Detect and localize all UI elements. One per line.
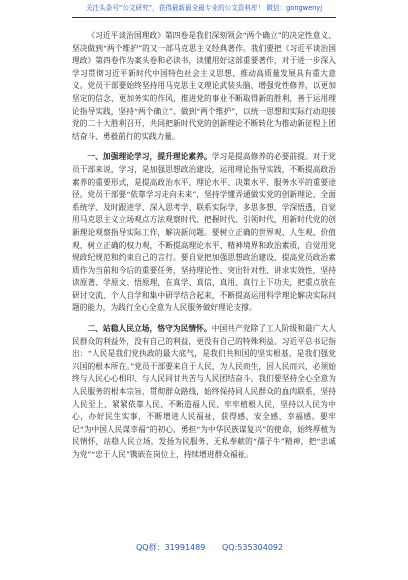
qq-group-number: QQ群：31991489 — [136, 543, 206, 552]
section-2-paragraph — [72, 323, 336, 462]
header-divider — [72, 17, 336, 18]
intro-paragraph: 《习近平谈治国理政》第四卷是我们深刻领会“两个确立”的决定性意义、坚决做到“两个维护”的又一部马克思主义经典著作。我们要把《习近平谈治国理政》第四卷作为案头卷和必读书，读懂用好这部重要著作，对于进一步深入学习贯彻习近平新时代中国特色社会主义思想、推动高质量发展具有重大意义。党员干部要始终坚持用马克思主义理论武装头脑、增强党性修养，以更加坚定的信念、更加务实的作风，推进党的事业不断取得新的胜利，善于运用理论指导实践，坚持“两个确立”、做到“两个维护”，以统一思想和实际行动迎接党的二十大胜利召开，共同把新时代党的创新理论不断转化为推动新征程上团结奋斗、勇毅前行的实践力量。 — [72, 31, 336, 141]
page-header: 关注头条号“公文研究”，获得最新最全最专业的公文资料库！ 微信：gongwenyj — [85, 4, 323, 12]
section-2-text: 中国共产党除了工人阶级和最广大人民群众的利益外，没有自己的利益，更没有自己的特殊利益。习近平总书记指出：“人民是我们党执政的最大底气，是我们共和国的坚实根基，是我们强党兴国的根本所在。”党员干部要来自于人民，为人民而生，因人民而兴，必须始终与人民心心相印、与人民同甘共苦与人民团结奋斗。我们要坚持全心全意为人民服务的根本宗旨，贯彻群众路线，始终保持同人民群众的血肉联系，坚持人民至上、紧紧依靠人民、不断造福人民、牢牢植根人民，坚持以人民为中心，办好民生实事，不断增进人民福祉，获得感、安全感、幸福感。要牢记“为中国人民谋幸福”的初心，勇担“为中华民族谋复兴”的使命，始终厚植为民情怀，站稳人民立场，发扬为民服务、无私奉献的“孺子牛”精神，把“忠诚为党”“忠于人民”镌嵌在岗位上，持续增进群众福祉。 — [72, 324, 336, 459]
section-1-paragraph — [72, 151, 336, 315]
section-1-heading: 一、加强理论学习，提升理论素养。 — [87, 152, 212, 162]
section-2-heading: 二、站稳人民立场，恪守为民情怀。 — [87, 324, 212, 334]
document-body — [72, 30, 336, 470]
section-1-text: 学习是提高修养的必要前提。对于党员干部来说，学习，是加强思想政治建设，运用理论指导实践，不断提高政治素养的重要形式，是提高政治水平、理论水平、决策水平、服务水平的重要途径。党员干部要“依靠学习走向未来”，坚持学懂弄通做实党的创新理论，全面系统学、及时跟进学、深入思考学、联系实际学，多思多想、学深悟透，自觉用马克思主义立场观点方法观察时代、把握时代、引领时代，用新时代党的创新理论观察指导实际工作，解决新问题。要树立正确的世界观、人生观、价值观，树立正确的权力观，不断提高理论水平、精神境界和政治素质，自觉用党规政纪规范和约束自己的言行。要自觉把加强思想政治建设、提高党员政治素质作为当前和今后的重要任务，坚持理论性、突出针对性、讲求实效性，坚持读原著、学原文、悟原理，在真学、真信、真用、真行上下功夫，把重点放在研讨交流、个人自学和集中研学结合起来，不断提高运用科学理论解决实际问题的能力，为践行全心全意为人民服务做好理论支撑。 — [72, 152, 336, 313]
qq-number: QQ:535304092 — [222, 543, 284, 552]
